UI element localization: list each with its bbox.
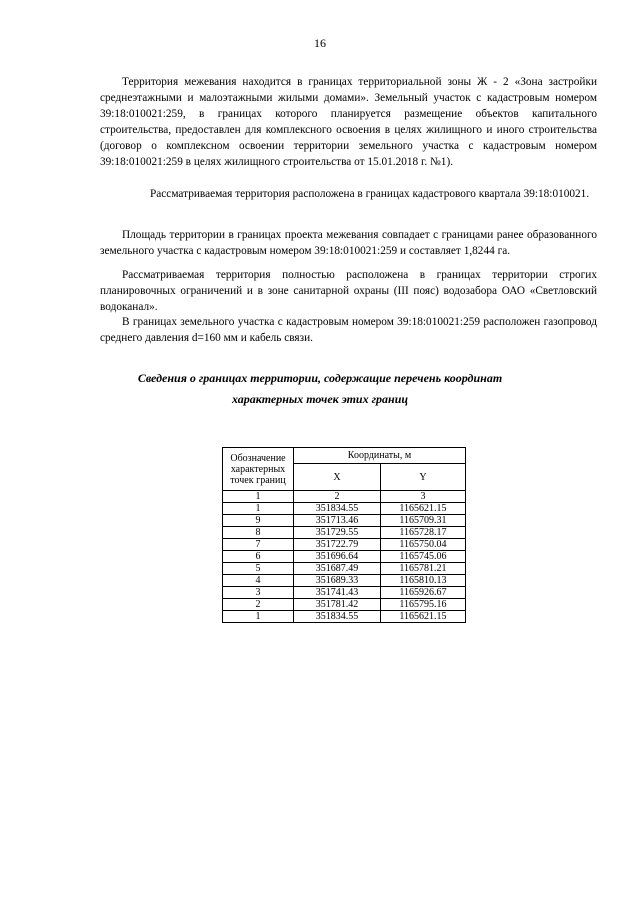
point-number-cell: 5 [223, 563, 294, 575]
x-coordinate-cell: 351696.64 [294, 551, 381, 563]
y-coordinate-cell: 1165728.17 [381, 527, 466, 539]
table-row [223, 515, 466, 527]
paragraph-area: Площадь территории в границах проекта межевания совпадает с границами ранее образованного земельного участка с кадастровым номером 39:18:010021:259 и составляет 1,8244 га. [100, 229, 597, 257]
table-row [223, 539, 466, 551]
table-column-number-row [223, 491, 466, 503]
y-coordinate-cell: 1165750.04 [381, 539, 466, 551]
paragraph-zone: Территория межевания находится в границах территориальной зоны Ж - 2 «Зона застройки среднеэтажными и малоэтажными жилыми домами». Земельный участок с кадастровым номером 39:18:010021:259, в границах которого планируется размещение объектов капитального строительства, предоставлен для комплексного освоения в целях жилищного и иного строительства (договор о комплексном освоении территории земельного участка с кадастровым номером 39:18:010021:259 в целях жилищного строительства от 15.01.2018 г. №1). [100, 76, 597, 168]
table-caption-line-2: характерных точек этих границ [231, 392, 409, 406]
header-point-designation: Обозначение характерных точек границ [223, 448, 294, 491]
point-number-cell: 8 [223, 527, 294, 539]
table-caption-line-1: Сведения о границах территории, содержащие перечень координат [137, 371, 503, 385]
x-coordinate-cell: 351834.55 [294, 611, 381, 623]
point-number-cell: 6 [223, 551, 294, 563]
y-coordinate-cell: 1165745.06 [381, 551, 466, 563]
table-row [223, 503, 466, 515]
y-coordinate-cell: 1165926.67 [381, 587, 466, 599]
point-number-cell: 1 [223, 611, 294, 623]
y-coordinate-cell: 1165709.31 [381, 515, 466, 527]
x-coordinate-cell: 351729.55 [294, 527, 381, 539]
x-coordinate-cell: 351834.55 [294, 503, 381, 515]
coordinates-table [222, 447, 466, 623]
column-number: 2 [294, 491, 381, 503]
table-row [223, 587, 466, 599]
header-coordinates: Координаты, м [294, 448, 466, 464]
point-number-cell: 3 [223, 587, 294, 599]
x-coordinate-cell: 351713.46 [294, 515, 381, 527]
x-coordinate-cell: 351687.49 [294, 563, 381, 575]
table-row [223, 611, 466, 623]
point-number-cell: 2 [223, 599, 294, 611]
x-coordinate-cell: 351741.43 [294, 587, 381, 599]
header-y: Y [381, 464, 466, 491]
y-coordinate-cell: 1165781.21 [381, 563, 466, 575]
y-coordinate-cell: 1165621.15 [381, 503, 466, 515]
column-number: 1 [223, 491, 294, 503]
table-header-row [223, 448, 466, 464]
paragraph-restrictions: Рассматриваемая территория полностью расположена в границах территории строгих планировочных ограничений и в зоне санитарной охраны (III пояс) водозабора ОАО «Светловский водоканал». [100, 269, 597, 313]
x-coordinate-cell: 351722.79 [294, 539, 381, 551]
table-row [223, 575, 466, 587]
page-number: 16 [314, 36, 326, 50]
y-coordinate-cell: 1165810.13 [381, 575, 466, 587]
y-coordinate-cell: 1165795.16 [381, 599, 466, 611]
table-row [223, 527, 466, 539]
point-number-cell: 4 [223, 575, 294, 587]
paragraph-cadastral-quarter: Рассматриваемая территория расположена в границах кадастрового квартала 39:18:010021. [150, 188, 590, 200]
point-number-cell: 1 [223, 503, 294, 515]
y-coordinate-cell: 1165621.15 [381, 611, 466, 623]
header-x: X [294, 464, 381, 491]
paragraph-utilities: В границах земельного участка с кадастровым номером 39:18:010021:259 расположен газопровод среднего давления d=160 мм и кабель связи. [100, 316, 597, 344]
x-coordinate-cell: 351781.42 [294, 599, 381, 611]
table-row [223, 551, 466, 563]
point-number-cell: 7 [223, 539, 294, 551]
table-row [223, 599, 466, 611]
column-number: 3 [381, 491, 466, 503]
table-row [223, 563, 466, 575]
x-coordinate-cell: 351689.33 [294, 575, 381, 587]
point-number-cell: 9 [223, 515, 294, 527]
